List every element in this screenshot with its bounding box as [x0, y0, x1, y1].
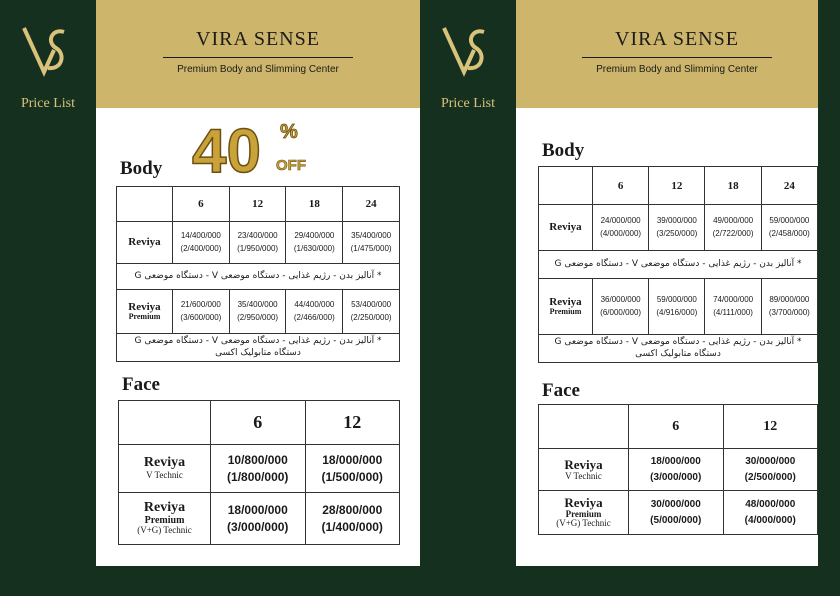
right-face-table	[538, 404, 818, 535]
face-price-cell: 18/000/000 (1/500/000)	[305, 445, 400, 493]
face-price-cell: 18/000/000 (3/000/000)	[629, 449, 724, 491]
price-list-label: Price List	[440, 96, 496, 111]
brand-divider	[582, 57, 772, 58]
face-price-cell: 10/800/000 (1/800/000)	[211, 445, 306, 493]
price-cell: 49/000/000 (2/722/000)	[705, 205, 761, 251]
promo-off: OFF	[276, 157, 306, 174]
price-list-label: Price List	[20, 96, 76, 111]
header-6: 6	[593, 167, 649, 205]
left-face-title: Face	[122, 374, 160, 395]
left-brand	[96, 28, 420, 75]
price-cell: 59/000/000 (4/916/000)	[649, 279, 705, 335]
header-24: 24	[761, 167, 817, 205]
price-cell: 39/000/000 (3/250/000)	[649, 205, 705, 251]
price-cell: 23/400/000 (1/950/000)	[229, 222, 286, 264]
face-header-12: 12	[305, 401, 400, 445]
right-body-title: Body	[542, 140, 585, 161]
left-body-title: Body	[120, 158, 163, 179]
features-note: * آنالیز بدن - رژیم غذایی - دستگاه موضعی V - دستگاه موضعی G دستگاه متابولیک اکسی	[117, 334, 400, 362]
header-24: 24	[343, 187, 400, 222]
left-face-table	[118, 400, 400, 545]
brand-tagline: Premium Body and Slimming Center	[596, 64, 758, 75]
right-edge-strip	[818, 0, 840, 596]
brand-logo-icon	[438, 20, 498, 80]
price-cell: 59/000/000 (2/458/000)	[761, 205, 817, 251]
bottom-strip	[0, 566, 840, 596]
price-cell: 21/600/000 (3/600/000)	[173, 290, 230, 334]
header-12: 12	[649, 167, 705, 205]
promo-pct-sign: %	[280, 121, 298, 143]
face-header-12: 12	[723, 405, 818, 449]
brand-tagline: Premium Body and Slimming Center	[177, 64, 339, 75]
header-18: 18	[705, 167, 761, 205]
header-18: 18	[286, 187, 343, 222]
header-6: 6	[173, 187, 230, 222]
price-cell: 36/000/000 (6/000/000)	[593, 279, 649, 335]
face-row-label-reviya: Reviya V Technic	[539, 449, 629, 491]
left-body-table	[116, 186, 400, 362]
row-label-reviya: Reviya	[539, 205, 593, 251]
face-price-cell: 48/000/000 (4/000/000)	[723, 491, 818, 535]
row-label-reviya: Reviya	[117, 222, 173, 264]
price-cell: 24/000/000 (4/000/000)	[593, 205, 649, 251]
promo-percent: 40	[192, 117, 261, 182]
right-body-table	[538, 166, 818, 363]
brand-name: VIRA SENSE	[615, 28, 739, 50]
face-price-cell: 28/800/000 (1/400/000)	[305, 493, 400, 545]
price-cell: 74/000/000 (4/111/000)	[705, 279, 761, 335]
features-note: * آنالیز بدن - رژیم غذایی - دستگاه موضعی V - دستگاه موضعی G دستگاه متابولیک اکسی	[539, 335, 818, 363]
price-cell: 44/400/000 (2/466/000)	[286, 290, 343, 334]
row-label-reviya-premium: Reviya Premium	[117, 290, 173, 334]
price-cell: 14/400/000 (2/400/000)	[173, 222, 230, 264]
face-price-cell: 18/000/000 (3/000/000)	[211, 493, 306, 545]
face-header-6: 6	[629, 405, 724, 449]
brand-name: VIRA SENSE	[196, 28, 320, 50]
face-price-cell: 30/000/000 (2/500/000)	[723, 449, 818, 491]
price-cell: 29/400/000 (1/630/000)	[286, 222, 343, 264]
price-cell: 53/400/000 (2/250/000)	[343, 290, 400, 334]
right-face-title: Face	[542, 380, 580, 401]
brand-divider	[163, 57, 353, 58]
left-sidebar	[0, 0, 96, 596]
face-header-6: 6	[211, 401, 306, 445]
face-row-label-reviya-premium: Reviya Premium (V+G) Technic	[119, 493, 211, 545]
header-12: 12	[229, 187, 286, 222]
features-note: * آنالیز بدن - رژیم غذایی - دستگاه موضعی V - دستگاه موضعی G	[117, 264, 400, 290]
row-label-reviya-premium: Reviya Premium	[539, 279, 593, 335]
face-price-cell: 30/000/000 (5/000/000)	[629, 491, 724, 535]
right-brand	[516, 28, 838, 75]
price-cell: 35/400/000 (2/950/000)	[229, 290, 286, 334]
features-note: * آنالیز بدن - رژیم غذایی - دستگاه موضعی V - دستگاه موضعی G	[539, 251, 818, 279]
face-row-label-reviya: Reviya V Technic	[119, 445, 211, 493]
price-cell: 35/400/000 (1/475/000)	[343, 222, 400, 264]
promo-40-off-graphic	[186, 112, 310, 182]
price-cell: 89/000/000 (3/700/000)	[761, 279, 817, 335]
brand-logo-icon	[18, 20, 78, 80]
right-sidebar	[420, 0, 516, 596]
face-row-label-reviya-premium: Reviya Premium (V+G) Technic	[539, 491, 629, 535]
